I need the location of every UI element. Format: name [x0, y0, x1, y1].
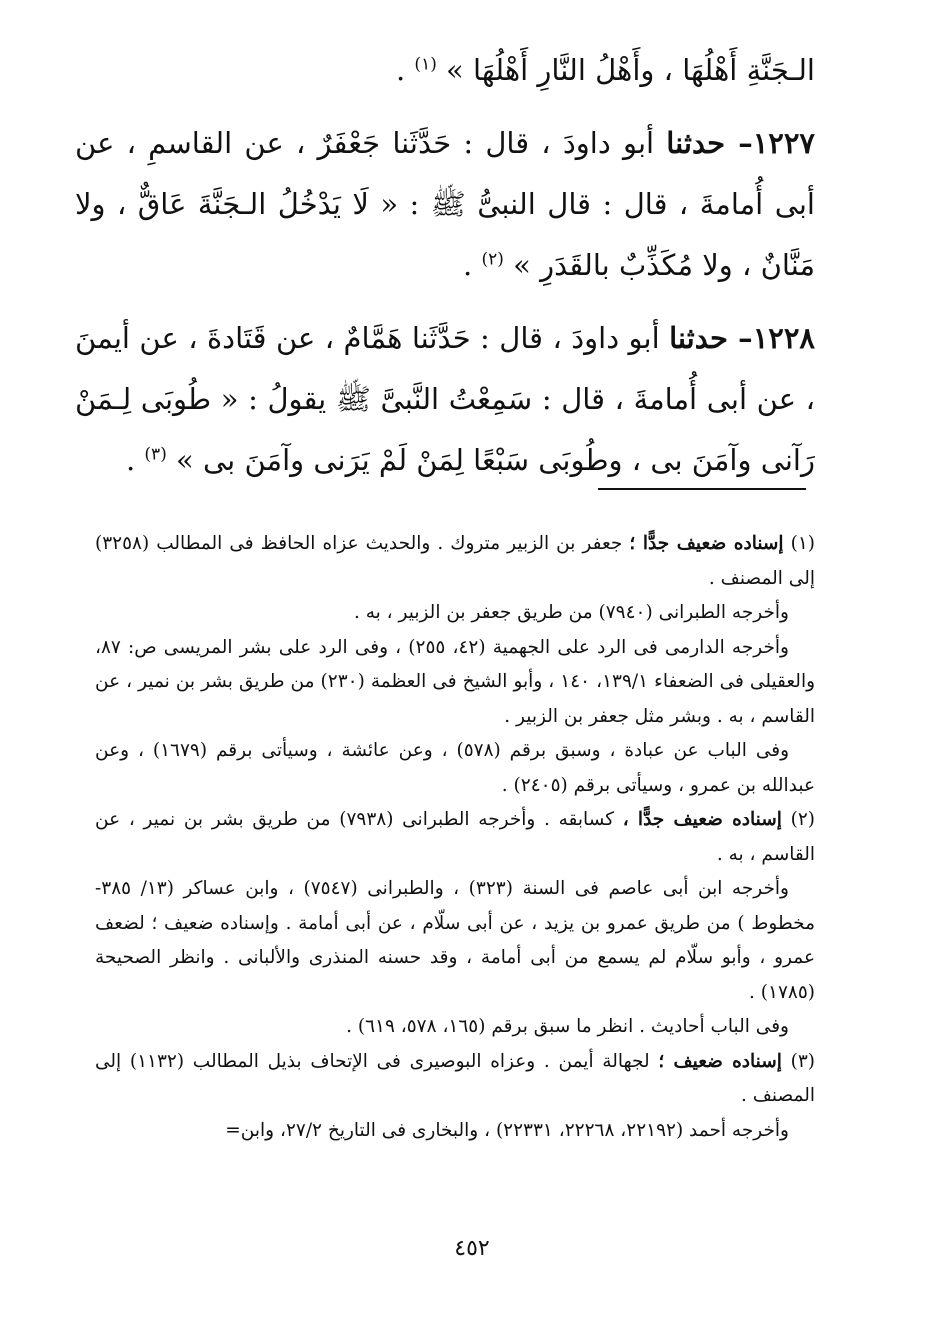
continuation-line: [75, 40, 815, 101]
hadith-1228: [75, 308, 815, 491]
footnote-mark: (١): [783, 533, 815, 554]
sentence-end: .: [395, 53, 415, 87]
footnote-1-para-3: وأخرجه الدارمى فى الرد على الجهمية (٤٢، ٢٥٥) ، وفى الرد على بشر المريسى ص: ٨٧، والعقيلى فى الضعفاء ١٣٩/١، ١٤٠ ، وأبو الشيخ فى العظمة (٢٣٠) من طريق بشر بن نمير ، عن القاسم ، به . وبشر مثل جعفر بن الزبير .: [95, 636, 816, 727]
footnote-grade: إسناده ضعيف جدًّا ؛: [629, 533, 784, 554]
footnote-text: لجهالة أيمن . وعزاه البوصيرى فى الإتحاف بذيل المطالب (١١٣٢) إلى المصنف .: [95, 1050, 815, 1106]
page-number: ٤٥٢: [454, 1236, 490, 1261]
footnote-ref-2: (٢): [481, 249, 504, 270]
footnote-text: جعفر بن الزبير متروك . والحديث عزاه الحافظ فى المطالب (٣٢٥٨) إلى المصنف .: [95, 533, 815, 589]
hadith-number: ١٢٢٧: [752, 126, 816, 160]
footnote-2-para-2: وأخرجه ابن أبى عاصم فى السنة (٣٢٣) ، والطبرانى (٧٥٤٧) ، وابن عساكر (١٣/ ٣٨٥- مخطوط ) من طريق عمرو بن يزيد ، عن أبى سلّام ، عن أبى أمامة . وإسناده ضعيف ؛ لضعف عمرو ، وأبو سلّام لم يسمع من أبى أمامة ، وقد حسنه المنذرى والألبانى . وانظر الصحيحة (١٧٨٥) .: [95, 878, 815, 1003]
hadith-body: أبو داودَ ، قال : حَدَّثَنا هَمَّامٌ ، عن قَتَادةَ ، عن أيمنَ ، عن أبى أُمامةَ ، قال : سَمِعْتُ النَّبىَّ ﷺ يقولُ : « طُوبَى لِـمَنْ رَآنى وآمَنَ بى ، وطُوبَى سَبْعًا لِمَنْ لَمْ يَرَنى وآمَنَ بى »: [75, 321, 815, 477]
footnote-2-para-3: وفى الباب أحاديث . انظر ما سبق برقم (١٦٥، ٥٧٨، ٦١٩) .: [346, 1016, 789, 1037]
sentence-end: .: [463, 248, 482, 282]
hadith-text-block: [75, 40, 815, 491]
hadith-lead: – حدثنا: [666, 126, 753, 160]
footnote-divider: [598, 488, 806, 490]
footnote-1-para-4: وفى الباب عن عبادة ، وسبق برقم (٥٧٨) ، وعن عائشة ، وسيأتى برقم (١٦٧٩) ، وعن عبدالله بن عمرو ، وسيأتى برقم (٢٤٠٥) .: [95, 740, 815, 796]
footnote-ref-1: (١): [414, 54, 437, 75]
footnote-1: [95, 527, 815, 596]
footnote-1-para-2: وأخرجه الطبرانى (٧٩٤٠) من طريق جعفر بن الزبير ، به .: [353, 602, 789, 623]
sentence-end: .: [125, 443, 145, 477]
hadith-number: ١٢٢٨: [752, 321, 815, 355]
continuation-text: الـجَنَّةِ أَهْلُهَا ، وأَهْلُ النَّارِ أَهْلُهَا »: [436, 53, 815, 87]
hadith-1227: [75, 113, 815, 296]
footnote-3-para-2: وأخرجه أحمد (٢٢١٩٢، ٢٢٢٦٨، ٢٢٣٣١) ، والبخارى فى التاريخ ٢٧/٢، وابن=: [225, 1119, 789, 1141]
footnote-2: [95, 803, 815, 872]
hadith-body: أبو داودَ ، قال : حَدَّثَنا جَعْفَرٌ ، عن القاسمِ ، عن أبى أُمامةَ ، قال : قال النبىُّ ﷺ : « لَا يَدْخُلُ الـجَنَّةَ عَاقٌّ ، ولا مَنَّانٌ ، ولا مُكَذِّبٌ بالقَدَرِ »: [75, 126, 815, 282]
footnotes-block: [95, 527, 815, 1148]
footnote-grade: إسناده ضعيف ؛: [658, 1050, 782, 1072]
footnote-mark: (٣): [781, 1050, 815, 1072]
footnote-mark: (٢): [781, 809, 815, 830]
footnote-3: [95, 1045, 815, 1114]
footnote-ref-3: (٣): [144, 444, 167, 465]
hadith-lead: – حدثنا: [669, 321, 753, 355]
footnote-text: كسابقه . وأخرجه الطبرانى (٧٩٣٨) من طريق بشر بن نمير ، عن القاسم ، به .: [95, 809, 815, 865]
footnote-grade: إسناده ضعيف جدًّا ،: [622, 809, 782, 830]
